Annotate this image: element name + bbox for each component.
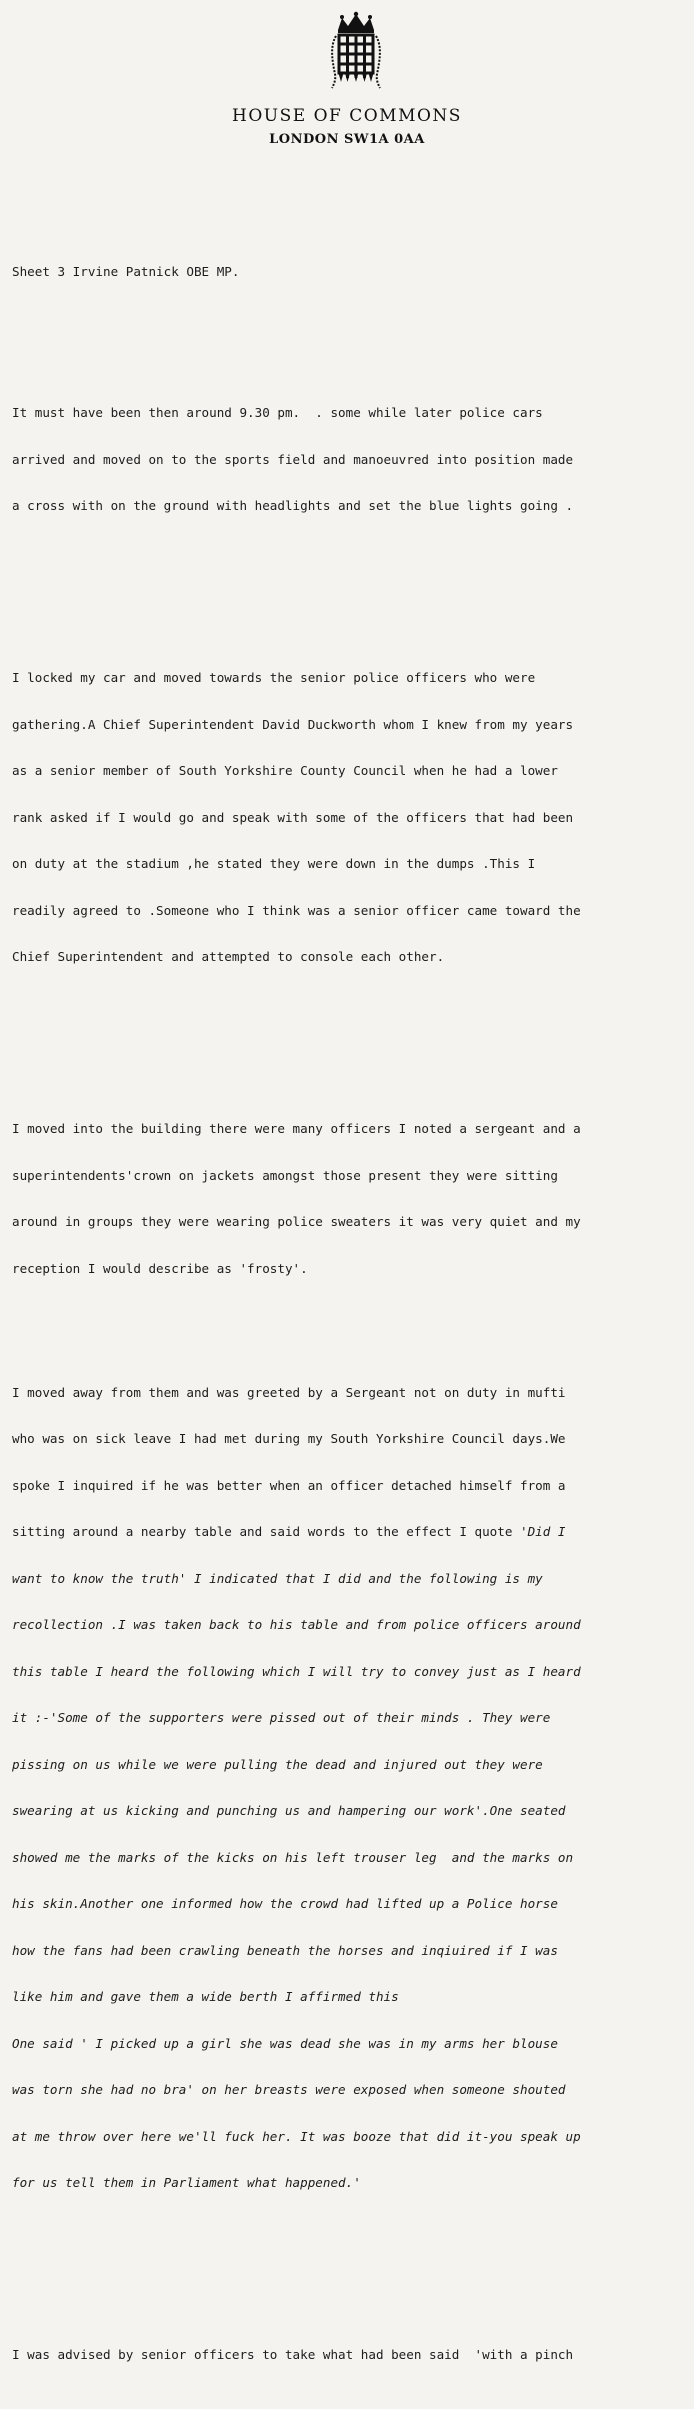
text-line: rank asked if I would go and speak with some of the officers that had been <box>12 809 574 825</box>
text-line: superintendents'crown on jackets amongst those present they were sitting <box>12 1167 558 1183</box>
text-line <box>12 1524 687 1540</box>
paragraph-1 <box>12 374 687 545</box>
text-line: reception I would describe as 'frosty'. <box>12 1260 308 1276</box>
quote-line: want to know the truth' I indicated that I did and the following is my <box>12 1570 543 1586</box>
portcullis-emblem-icon <box>330 12 382 92</box>
quote-line: recollection .I was taken back to his table and from police officers around <box>12 1617 581 1632</box>
quote-line: for us tell them in Parliament what happened.' <box>12 2175 361 2190</box>
text-line: It must have been then around 9.30 pm. . some while later police cars <box>12 405 543 420</box>
text-segment: sitting around a nearby table and said words to the effect I quote <box>12 1524 520 1539</box>
text-line: around in groups they were wearing police sweaters it was very quiet and my <box>12 1214 581 1229</box>
quote-line: swearing at us kicking and punching us and hampering our work'.One seated <box>12 1803 566 1818</box>
sheet-heading: Sheet 3 Irvine Patnick OBE MP. <box>12 264 240 279</box>
quote-line: this table I heard the following which I will try to convey just as I heard <box>12 1663 581 1679</box>
house-name: HOUSE OF COMMONS <box>232 106 462 126</box>
quote-line: was torn she had no bra' on her breasts were exposed when someone shouted <box>12 2082 566 2097</box>
quote-segment: 'Did I <box>520 1524 566 1539</box>
text-line: gathering.A Chief Superintendent David Duckworth whom I knew from my years <box>12 716 574 732</box>
text-line: a cross with on the ground with headlights and set the blue lights going . <box>12 498 574 513</box>
text-line: who was on sick leave I had met during my South Yorkshire Council days.We <box>12 1431 566 1446</box>
text-line: as a senior member of South Yorkshire County Council when he had a lower <box>12 763 558 778</box>
text-line: readily agreed to .Someone who I think was a senior officer came toward the <box>12 902 581 918</box>
text-line: I moved into the building there were many officers I noted a sergeant and a <box>12 1121 581 1136</box>
text-line: I moved away from them and was greeted by a Sergeant not on duty in mufti <box>12 1384 566 1400</box>
text-line: I locked my car and moved towards the senior police officers who were <box>12 670 536 685</box>
quote-line: like him and gave them a wide berth I affirmed this <box>12 1989 399 2004</box>
paragraph-2 <box>12 639 687 996</box>
quote-line: at me throw over here we'll fuck her. It was booze that did it-you speak up <box>12 2128 581 2144</box>
text-line: arrived and moved on to the sports field and manoeuvred into position made <box>12 451 574 467</box>
house-address: LONDON SW1A 0AA <box>269 132 425 147</box>
text-line: Chief Superintendent and attempted to console each other. <box>12 949 445 964</box>
text-line: spoke I inquired if he was better when an officer detached himself from a <box>12 1477 566 1493</box>
quote-line: showed me the marks of the kicks on his left trouser leg and the marks on <box>12 1849 574 1865</box>
paragraph-3 <box>12 1090 687 1307</box>
text-line: on duty at the stadium ,he stated they were down in the dumps .This I <box>12 856 536 871</box>
quote-line: his skin.Another one informed how the crowd had lifted up a Police horse <box>12 1896 558 1911</box>
quote-line: how the fans had been crawling beneath the horses and inqiuired if I was <box>12 1942 558 1958</box>
letter-body <box>12 233 687 2409</box>
quote-line: it :-'Some of the supporters were pissed out of their minds . They were <box>12 1710 551 1725</box>
quote-line: One said ' I picked up a girl she was dead she was in my arms her blouse <box>12 2035 558 2051</box>
quote-line: pissing on us while we were pulling the dead and injured out they were <box>12 1756 543 1772</box>
paragraph-4 <box>12 1354 687 2222</box>
paragraph-5 <box>12 2316 687 2394</box>
text-line: I was advised by senior officers to take what had been said 'with a pinch <box>12 2347 574 2362</box>
